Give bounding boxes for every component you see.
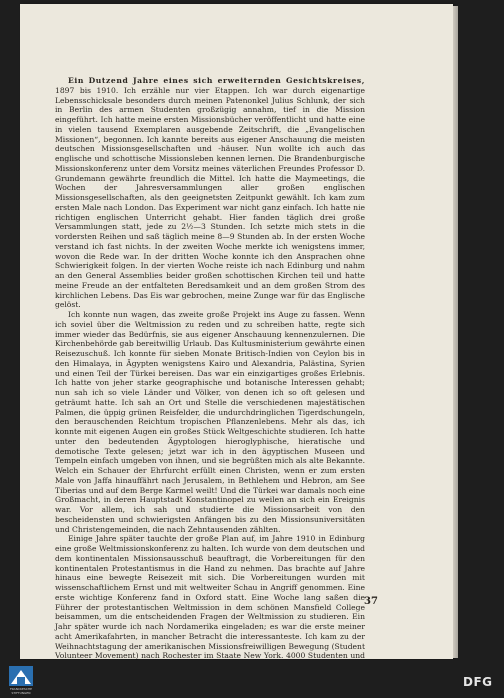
section-heading: Ein Dutzend Jahre eines sich erweiternden Gesichtskreises, (68, 76, 365, 85)
paragraph-3: Einige Jahre später tauchte der große Plan auf, im Jahre 1910 in Edinburg eine große Weltmissionskonferenz zu halten. Ich wurde von dem deutschen und dem kontinentalen Missionsausschuß beauftragt, die Vorbereitungen für den kontinentalen Protestantismus in die Hand zu nehmen. Das brachte auf Jahre hinaus eine bewegte Reisezeit mit sich. Die Vorbereitungen wurden mit wissenschaftlichem Ernst und mit weltweiter Schau in Angriff genommen. Eine erste wichtige Konferenz fand in Oxford statt. Eine Woche lang saßen die Führer der protestantischen Weltmission in dem schönen Mansfield College beisammen, um die entscheidenden Fragen der Weltmission zu studieren. Ein Jahr später wurde ich nach Nordamerika eingeladen; es war die erste meiner acht Amerikafahrten, in mancher Betracht die interessanteste. Ich kam zu der Weihnachtstagung der amerikanischen Missionsfreiwilligen Bewegung (Student Volunteer Movement) nach Rochester im Staate New York. 4000 Studenten und (55, 534, 365, 661)
paragraph-1 (55, 76, 365, 310)
logo-caption: FRANCKESCHE STIFTUNGEN (9, 687, 33, 695)
body-text (55, 76, 365, 690)
dfg-logo: DFG (463, 675, 493, 689)
viewer-footer (0, 660, 504, 698)
paragraph-2: Ich konnte nun wagen, das zweite große Projekt ins Auge zu fassen. Wenn ich soviel über die Weltmission zu reden und zu schreiben hatte, regte sich immer wieder das Bedürfnis, sie aus eigener Anschauung kennenzulernen. Die Kirchenbehörde gab bereitwillig Urlaub. Das Kultusministerium gewährte einen Reisezuschuß. Ich konnte für sieben Monate Britisch-Indien von Ceylon bis in den Himalaya, in Ägypten wenigstens Kairo und Alexandria, Palästina, Syrien und einen Teil der Türkei bereisen. Das war ein einzigartiges großes Erlebnis. Ich hatte von jeher starke geographische und botanische Interessen gehabt; nun sah ich so viele Länder und Völker, von denen ich so oft gelesen und geträumt hatte. Ich sah an Ort und Stelle die verschiedenen majestätischen Palmen, die üppig grünen Reisfelder, die undurchdringlichen Tigerdschungeln, den berauschenden Reichtum tropischen Pflanzenlebens. Mehr als das, ich konnte mit eigenen Augen ein großes Stück Weltgeschichte studieren. Ich hatte unter den bedeutenden Ägyptologen hieroglyphische, hieratische und demotische Texte gelesen; jetzt war ich in den ägyptischen Museen und Tempeln einfach umgeben von ihnen, und sie begrüßten mich als alte Bekannte. Welch ein Schauer der Ehrfurcht erfüllt einen Christen, wenn er zum ersten Male von Jaffa hinauffährt nach Jerusalem, in Bethlehem und Hebron, am See Tiberias und auf dem Berge Karmel weilt! Und die Türkei war damals noch eine Großmacht, in deren Hauptstadt Konstantinopel zu weilen an sich ein Ereignis war. Vor allem, ich sah und studierte die Missionsarbeit von den bescheidensten und schwierigsten Anfängen bis zu den Missionsuniversitäten und Christengemeinden, die nach Zehntausenden zählten. (55, 310, 365, 534)
page-edge (453, 6, 458, 658)
paragraph-1-text: 1897 bis 1910. Ich erzähle nur vier Etappen. Ich war durch eigenartige Lebensschicksale besonders durch meinen Patenonkel Julius Schlunk, der sich in Berlin des armen Studenten großzügig annahm, tief in die Mission eingeführt. Ich hatte meine ersten Missionsbücher veröffentlicht und hatte eine in vielen tausend Exemplaren ausgebende Zeitschrift, die „Evangelischen Missionen“, begonnen. Ich kannte bereits aus eigener Anschauung die meisten deutschen Missionsgesellschaften und -häuser. Nun wollte ich auch das englische und schottische Missionsleben kennen lernen. Die Brandenburgische Missionskonferenz unter dem Vorsitz meines väterlichen Freundes Professor D. Grundemann gewährte freundlich die Mittel. Ich hatte die Maymeetings, die Wochen der Jahresversammlungen aller großen englischen Missionsgesellschaften, als den geeignetsten Zeitpunkt gewählt. Ich kam zum ersten Male nach London. Das Experiment war nicht ganz einfach. Ich hatte nie richtigen englischen Unterricht gehabt. Hier fanden täglich drei große Versammlungen statt, jede zu 2½—3 Stunden. Ich setzte mich stets in die vordersten Reihen und saß täglich meine 8—9 Stunden ab. In der ersten Woche verstand ich fast nichts. In der zweiten Woche merkte ich wenigstens immer, wovon die Rede war. In der dritten Woche konnte ich den Ansprachen ohne Schwierigkeit folgen. In der vierten Woche reiste ich nach Edinburg und nahm an den General Assemblies beider großen schottischen Kirchen teil und hatte meine Freude an der entfalteten Beredsamkeit und an dem großen Strom des kirchlichen Lebens. Das Eis war gebrochen, meine Zunge war für das Englische gelöst. (55, 85, 365, 310)
page-number: 37 (364, 596, 378, 607)
